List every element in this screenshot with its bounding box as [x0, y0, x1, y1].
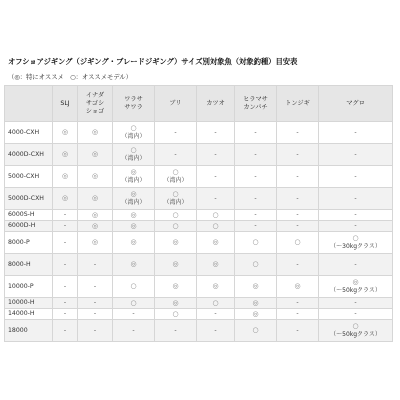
- rating-cell: [78, 188, 113, 210]
- circle-icon: ○: [130, 298, 137, 307]
- rating-cell: [319, 298, 393, 309]
- rating-cell: [197, 144, 235, 166]
- rating-cell: [235, 144, 277, 166]
- not-applicable-dash: -: [296, 194, 299, 202]
- circle-icon: ○: [212, 298, 219, 307]
- rating-cell: [319, 122, 393, 144]
- circle-icon: ○: [294, 238, 301, 246]
- double-circle-icon: ◎: [172, 298, 179, 307]
- double-circle-icon: ◎: [252, 282, 259, 290]
- cell-note: （～50kgクラス）: [330, 287, 381, 294]
- double-circle-icon: ◎: [130, 210, 137, 219]
- rating-cell: [197, 298, 235, 309]
- model-name: 4000D-CXH: [5, 144, 53, 166]
- rating-cell: [113, 320, 155, 342]
- double-circle-icon: ◎: [91, 210, 99, 219]
- rating-cell: [197, 210, 235, 221]
- double-circle-icon: ◎: [61, 150, 69, 158]
- rating-cell: [78, 144, 113, 166]
- rating-cell: [319, 276, 393, 298]
- rating-cell: [113, 122, 155, 144]
- rating-cell: [235, 210, 277, 221]
- rating-cell: [197, 122, 235, 144]
- rating-cell: [319, 221, 393, 232]
- not-applicable-dash: -: [214, 172, 217, 180]
- table-row: [5, 210, 393, 221]
- rating-cell: [197, 309, 235, 320]
- rating-cell: [235, 166, 277, 188]
- rating-cell: [113, 232, 155, 254]
- not-applicable-dash: -: [63, 222, 67, 229]
- not-applicable-dash: -: [254, 194, 257, 202]
- model-name: 6000D-H: [5, 221, 53, 232]
- not-applicable-dash: -: [63, 260, 67, 268]
- not-applicable-dash: -: [354, 211, 357, 218]
- rating-cell: [197, 254, 235, 276]
- not-applicable-dash: -: [296, 326, 299, 334]
- page-title: オフショアジギング（ジギング・ブレードジギング）サイズ別対象魚（対象釣種）目安表: [8, 57, 298, 66]
- cell-note: （湾内）: [121, 133, 146, 140]
- not-applicable-dash: -: [296, 260, 299, 268]
- not-applicable-dash: -: [354, 260, 357, 268]
- double-circle-icon: ◎: [61, 194, 69, 202]
- rating-cell: [155, 122, 197, 144]
- model-name: 10000-H: [5, 298, 53, 309]
- not-applicable-dash: -: [296, 222, 299, 229]
- model-name: 6000S-H: [5, 210, 53, 221]
- double-circle-icon: ◎: [252, 298, 259, 307]
- table-row: [5, 232, 393, 254]
- rating-cell: [197, 188, 235, 210]
- rating-cell: [235, 298, 277, 309]
- circle-icon: ○: [130, 282, 137, 290]
- column-header: SLJ: [53, 86, 78, 122]
- not-applicable-dash: -: [354, 299, 357, 306]
- model-name: 5000D-CXH: [5, 188, 53, 210]
- double-circle-icon: ◎: [91, 238, 99, 246]
- rating-cell: [78, 166, 113, 188]
- table-row: [5, 276, 393, 298]
- rating-cell: [113, 221, 155, 232]
- rating-cell: [113, 188, 155, 210]
- not-applicable-dash: -: [354, 128, 357, 136]
- table-row: [5, 298, 393, 309]
- not-applicable-dash: -: [296, 299, 299, 306]
- rating-cell: [277, 166, 319, 188]
- table-header-row: [5, 86, 393, 122]
- not-applicable-dash: -: [174, 128, 177, 136]
- circle-icon: ○: [252, 260, 259, 268]
- table-row: [5, 309, 393, 320]
- column-header: マグロ: [319, 86, 393, 122]
- not-applicable-dash: -: [354, 194, 357, 202]
- not-applicable-dash: -: [354, 150, 357, 158]
- double-circle-icon: ◎: [252, 309, 259, 318]
- double-circle-icon: ◎: [130, 238, 137, 246]
- rating-cell: [53, 144, 78, 166]
- model-name: 14000-H: [5, 309, 53, 320]
- double-circle-icon: ◎: [212, 260, 219, 268]
- rating-cell: [277, 298, 319, 309]
- rating-cell: [197, 232, 235, 254]
- rating-cell: [319, 254, 393, 276]
- not-applicable-dash: -: [214, 326, 217, 334]
- rating-cell: [53, 276, 78, 298]
- table-row: [5, 166, 393, 188]
- recommendation-table: [4, 85, 393, 342]
- not-applicable-dash: -: [93, 326, 97, 334]
- rating-cell: [197, 166, 235, 188]
- cell-note: （湾内）: [121, 177, 146, 184]
- circle-icon: ○: [352, 322, 359, 330]
- column-header: トンジギ: [277, 86, 319, 122]
- not-applicable-dash: -: [254, 150, 257, 158]
- rating-cell: [113, 298, 155, 309]
- rating-cell: [53, 298, 78, 309]
- cell-note: （湾内）: [163, 199, 188, 206]
- rating-cell: [155, 188, 197, 210]
- rating-cell: [277, 122, 319, 144]
- table-row: [5, 144, 393, 166]
- rating-cell: [319, 309, 393, 320]
- rating-cell: [155, 276, 197, 298]
- rating-cell: [53, 221, 78, 232]
- rating-cell: [197, 276, 235, 298]
- rating-cell: [155, 166, 197, 188]
- not-applicable-dash: -: [254, 211, 257, 218]
- rating-cell: [113, 210, 155, 221]
- double-circle-icon: ◎: [61, 172, 69, 180]
- rating-cell: [319, 232, 393, 254]
- rating-cell: [78, 122, 113, 144]
- rating-cell: [235, 320, 277, 342]
- rating-cell: [277, 144, 319, 166]
- double-circle-icon: ◎: [130, 190, 137, 198]
- rating-cell: [78, 210, 113, 221]
- rating-cell: [155, 254, 197, 276]
- double-circle-icon: ◎: [91, 128, 99, 136]
- rating-cell: [53, 254, 78, 276]
- table-row: [5, 122, 393, 144]
- table-row: [5, 320, 393, 342]
- not-applicable-dash: -: [63, 211, 67, 218]
- rating-cell: [78, 254, 113, 276]
- rating-cell: [78, 309, 113, 320]
- circle-icon: ○: [130, 124, 137, 132]
- table-body: [5, 122, 393, 342]
- rating-cell: [277, 232, 319, 254]
- circle-icon: ○: [172, 309, 179, 318]
- double-circle-icon: ◎: [172, 282, 179, 290]
- not-applicable-dash: -: [354, 310, 357, 317]
- rating-cell: [113, 276, 155, 298]
- circle-icon: ○: [252, 238, 259, 246]
- rating-cell: [155, 210, 197, 221]
- circle-icon: ○: [130, 146, 137, 154]
- column-header: ヒラマサ カンパチ: [235, 86, 277, 122]
- not-applicable-dash: -: [254, 172, 257, 180]
- rating-cell: [197, 221, 235, 232]
- not-applicable-dash: -: [354, 222, 357, 229]
- rating-cell: [78, 276, 113, 298]
- rating-cell: [235, 254, 277, 276]
- rating-cell: [78, 221, 113, 232]
- not-applicable-dash: -: [132, 326, 135, 334]
- rating-cell: [53, 166, 78, 188]
- double-circle-icon: ◎: [91, 150, 99, 158]
- cell-note: （湾内）: [163, 177, 188, 184]
- double-circle-icon: ◎: [91, 194, 99, 202]
- rating-cell: [53, 309, 78, 320]
- double-circle-icon: ◎: [91, 172, 99, 180]
- not-applicable-dash: -: [132, 310, 135, 317]
- double-circle-icon: ◎: [172, 238, 179, 246]
- rating-cell: [197, 320, 235, 342]
- not-applicable-dash: -: [254, 128, 257, 136]
- rating-cell: [235, 232, 277, 254]
- not-applicable-dash: -: [296, 310, 299, 317]
- rating-cell: [277, 320, 319, 342]
- double-circle-icon: ◎: [352, 278, 359, 286]
- column-header: カツオ: [197, 86, 235, 122]
- not-applicable-dash: -: [296, 150, 299, 158]
- rating-cell: [277, 276, 319, 298]
- not-applicable-dash: -: [214, 310, 217, 317]
- rating-cell: [277, 188, 319, 210]
- rating-cell: [113, 144, 155, 166]
- cell-note: （～50kgクラス）: [330, 331, 381, 338]
- rating-cell: [235, 309, 277, 320]
- rating-cell: [53, 232, 78, 254]
- not-applicable-dash: -: [93, 299, 97, 306]
- rating-cell: [155, 221, 197, 232]
- double-circle-icon: ◎: [91, 221, 99, 230]
- rating-cell: [53, 188, 78, 210]
- rating-cell: [235, 122, 277, 144]
- rating-cell: [235, 221, 277, 232]
- circle-icon: ○: [172, 168, 179, 176]
- circle-icon: ○: [172, 210, 179, 219]
- model-name: 8000-H: [5, 254, 53, 276]
- not-applicable-dash: -: [214, 128, 217, 136]
- not-applicable-dash: -: [296, 128, 299, 136]
- rating-cell: [319, 144, 393, 166]
- not-applicable-dash: -: [63, 238, 67, 246]
- not-applicable-dash: -: [93, 282, 97, 290]
- rating-cell: [319, 320, 393, 342]
- rating-cell: [53, 122, 78, 144]
- rating-cell: [277, 210, 319, 221]
- table-row: [5, 221, 393, 232]
- model-name: 10000-P: [5, 276, 53, 298]
- rating-cell: [319, 166, 393, 188]
- rating-cell: [155, 298, 197, 309]
- circle-icon: ○: [252, 326, 259, 334]
- not-applicable-dash: -: [254, 222, 257, 229]
- not-applicable-dash: -: [63, 282, 67, 290]
- not-applicable-dash: -: [93, 260, 97, 268]
- not-applicable-dash: -: [174, 150, 177, 158]
- cell-note: （湾内）: [121, 199, 146, 206]
- model-name: 8000-P: [5, 232, 53, 254]
- not-applicable-dash: -: [63, 326, 67, 334]
- rating-cell: [319, 210, 393, 221]
- circle-icon: ○: [212, 210, 219, 219]
- rating-cell: [113, 166, 155, 188]
- not-applicable-dash: -: [214, 150, 217, 158]
- double-circle-icon: ◎: [130, 260, 137, 268]
- not-applicable-dash: -: [63, 299, 67, 306]
- double-circle-icon: ◎: [212, 282, 219, 290]
- double-circle-icon: ◎: [294, 282, 301, 290]
- not-applicable-dash: -: [214, 194, 217, 202]
- rating-cell: [78, 232, 113, 254]
- model-name: 4000-CXH: [5, 122, 53, 144]
- circle-icon: ○: [172, 190, 179, 198]
- circle-icon: ○: [212, 221, 219, 230]
- legend-note: （◎：特にオススメ ○：オススメモデル）: [8, 74, 132, 81]
- rating-cell: [155, 309, 197, 320]
- column-header: イナダ サゴシ ショゴ: [78, 86, 113, 122]
- double-circle-icon: ◎: [130, 221, 137, 230]
- rating-cell: [155, 320, 197, 342]
- model-name: 5000-CXH: [5, 166, 53, 188]
- rating-cell: [155, 232, 197, 254]
- rating-cell: [113, 254, 155, 276]
- double-circle-icon: ◎: [61, 128, 69, 136]
- table-row: [5, 188, 393, 210]
- header-model-blank: [5, 86, 53, 122]
- not-applicable-dash: -: [296, 211, 299, 218]
- model-name: 18000: [5, 320, 53, 342]
- table-row: [5, 254, 393, 276]
- rating-cell: [277, 254, 319, 276]
- rating-cell: [277, 309, 319, 320]
- rating-cell: [155, 144, 197, 166]
- rating-cell: [235, 188, 277, 210]
- cell-note: （～30kgクラス）: [330, 243, 381, 250]
- rating-cell: [78, 320, 113, 342]
- not-applicable-dash: -: [296, 172, 299, 180]
- double-circle-icon: ◎: [172, 260, 179, 268]
- rating-cell: [277, 221, 319, 232]
- not-applicable-dash: -: [63, 310, 67, 317]
- rating-cell: [53, 320, 78, 342]
- double-circle-icon: ◎: [212, 238, 219, 246]
- rating-cell: [53, 210, 78, 221]
- rating-cell: [319, 188, 393, 210]
- not-applicable-dash: -: [174, 326, 177, 334]
- rating-cell: [235, 276, 277, 298]
- column-header: ブリ: [155, 86, 197, 122]
- circle-icon: ○: [352, 234, 359, 242]
- not-applicable-dash: -: [93, 310, 97, 317]
- column-header: ワラサ サワラ: [113, 86, 155, 122]
- rating-cell: [78, 298, 113, 309]
- circle-icon: ○: [172, 221, 179, 230]
- not-applicable-dash: -: [354, 172, 357, 180]
- cell-note: （湾内）: [121, 155, 146, 162]
- rating-cell: [113, 309, 155, 320]
- double-circle-icon: ◎: [130, 168, 137, 176]
